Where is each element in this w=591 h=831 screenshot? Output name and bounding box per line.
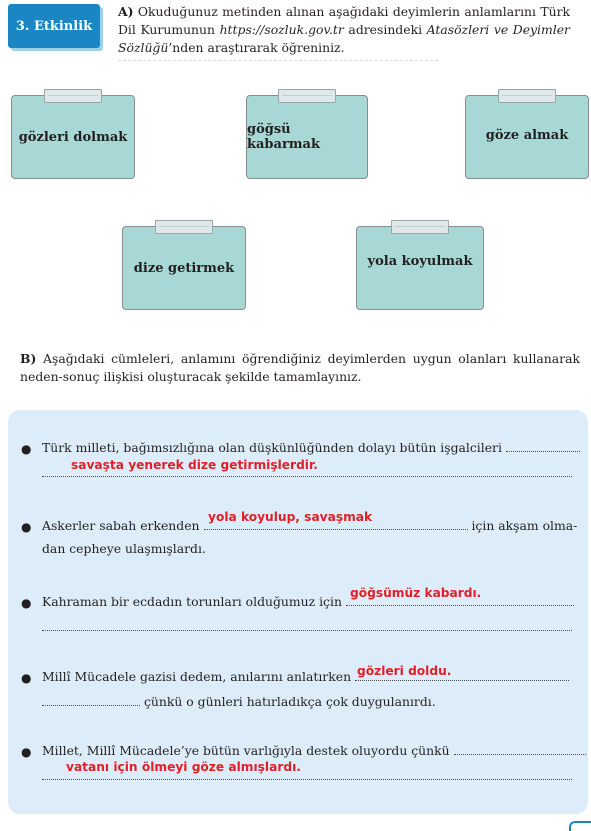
blank-line[interactable]	[42, 779, 572, 780]
idiom-card	[11, 95, 135, 179]
sentence-2-continued: dan cepheye ulaşmışlardı.	[42, 541, 206, 556]
sentence-5	[42, 742, 586, 760]
part-a-text: Okuduğunuz metinden alınan aşağıdaki deyimlerin anlamlarını Türk Dil Kurumunun	[118, 4, 570, 37]
blank[interactable]	[454, 744, 586, 755]
bullet: ●	[21, 596, 32, 610]
sentence-text: çünkü o günleri hatırladıkça çok duygulanırdı.	[143, 694, 436, 709]
tape	[155, 220, 213, 234]
answer-2: yola koyulup, savaşmak	[208, 510, 373, 524]
idiom-card	[122, 226, 246, 310]
answer-4: gözleri doldu.	[357, 664, 452, 678]
sentence-text: Kahraman bir ecdadın torunları olduğumuz için	[42, 594, 342, 609]
tape	[44, 89, 102, 103]
idiom-card-label: gözleri dolmak	[18, 129, 128, 145]
answer-3: göğsümüz kabardı.	[350, 586, 482, 600]
part-a-text-3: ’nden araştırarak öğreniniz.	[168, 40, 345, 55]
sentence-3	[42, 593, 574, 611]
sentence-text: Millî Mücadele gazisi dedem, anılarını anlatırken	[42, 669, 352, 684]
tape	[278, 89, 336, 103]
sentence-text: Millet, Millî Mücadele’ye bütün varlığıyla destek oluyordu çünkü	[42, 743, 450, 758]
page-corner-decoration	[569, 821, 591, 831]
dictionary-name: Atasözleri ve Deyimler Sözlüğü	[118, 22, 570, 55]
sentence-text: Türk milleti, bağımsızlığına olan düşkünlüğünden dolayı bütün işgalcileri	[42, 440, 502, 455]
idiom-card-label: yola koyulmak	[367, 254, 473, 269]
part-b-text: Aşağıdaki cümleleri, anlamını öğrendiğiniz deyimlerden uygun olanları kullanarak neden-sonuç ilişkisi oluşturacak şekilde tamamlayınız.	[20, 351, 580, 384]
part-a-label: A)	[118, 4, 134, 19]
idiom-card-label: göğsü kabarmak	[247, 122, 320, 152]
blank-line[interactable]	[42, 476, 572, 477]
sentence-text: Askerler sabah erkenden	[42, 518, 200, 533]
tape	[498, 89, 556, 103]
idiom-card-label: dize getirmek	[133, 260, 235, 276]
activity-badge: 3. Etkinlik	[8, 4, 100, 48]
idiom-card-label: göze almak	[485, 128, 569, 143]
bullet: ●	[21, 745, 32, 759]
idiom-card	[246, 95, 368, 179]
sentence-4	[42, 668, 569, 686]
answer-1: savaşta yenerek dize getirmişlerdir.	[71, 458, 318, 472]
part-a-instruction	[118, 3, 570, 57]
sentence-4-continued	[42, 693, 436, 711]
divider	[118, 60, 438, 61]
blank[interactable]	[506, 441, 580, 452]
exercise-panel	[8, 410, 588, 814]
idiom-card	[465, 95, 589, 179]
blank[interactable]	[42, 695, 140, 706]
part-b-label: B)	[20, 351, 37, 366]
tape	[391, 220, 449, 234]
answer-5: vatanı için ölmeyi göze almışlardı.	[66, 760, 301, 774]
dictionary-url: https://sozluk.gov.tr	[219, 22, 344, 37]
part-b-instruction	[20, 350, 580, 386]
bullet: ●	[21, 442, 32, 456]
sentence-1	[42, 439, 580, 457]
idiom-card	[356, 226, 484, 310]
sentence-text: için akşam olma-	[471, 518, 578, 533]
bullet: ●	[21, 520, 32, 534]
blank-line[interactable]	[42, 630, 572, 631]
part-a-text-2: adresindeki	[343, 22, 427, 37]
bullet: ●	[21, 671, 32, 685]
